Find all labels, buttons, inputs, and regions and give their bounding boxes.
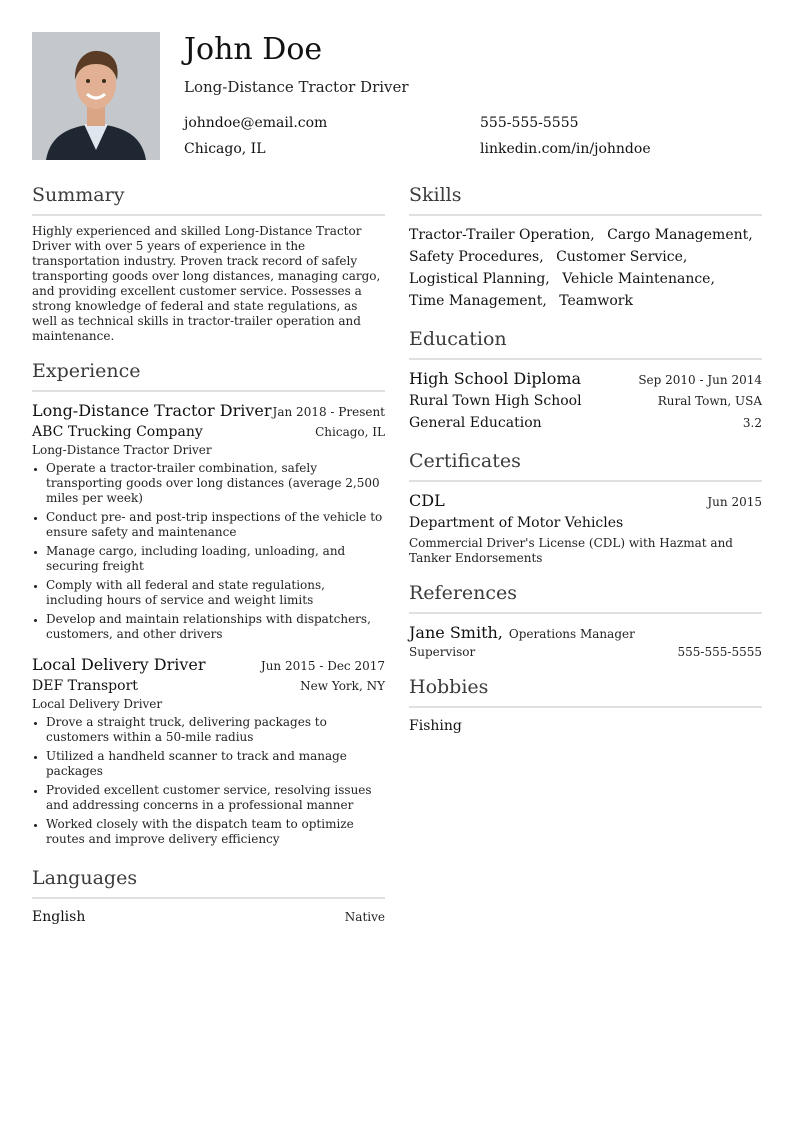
skill-item: Logistical Planning, <box>409 271 550 287</box>
person-portrait-icon <box>32 32 160 160</box>
left-column <box>32 182 385 927</box>
job-company: DEF Transport <box>32 678 138 694</box>
skills-section <box>409 182 762 312</box>
bullet-item: Manage cargo, including loading, unloading, and securing freight <box>32 544 385 574</box>
job-entry <box>32 654 385 847</box>
summary-heading: Summary <box>32 182 385 216</box>
job-bullets <box>32 461 385 642</box>
job-entry <box>32 400 385 642</box>
certificate-issuer: Department of Motor Vehicles <box>409 515 624 531</box>
skill-item: Vehicle Maintenance, <box>562 271 715 287</box>
skill-item: Tractor-Trailer Operation, <box>409 227 595 243</box>
field-of-study: General Education <box>409 415 542 431</box>
bullet-item: Provided excellent customer service, resolving issues and addressing concerns in a professional manner <box>32 783 385 813</box>
job-title: Long-Distance Tractor Driver <box>32 401 272 420</box>
reference-phone: 555-555-5555 <box>677 645 762 659</box>
skills-list <box>409 224 762 312</box>
bullet-item: Utilized a handheld scanner to track and manage packages <box>32 749 385 779</box>
job-location: Chicago, IL <box>315 425 385 439</box>
bullet-item: Operate a tractor-trailer combination, safely transporting goods over long distances (average 2,500 miles per week) <box>32 461 385 506</box>
language-level: Native <box>344 910 385 924</box>
candidate-name: John Doe <box>184 32 323 67</box>
reference-role: Operations Manager <box>508 627 635 641</box>
location-text: Chicago, IL <box>184 141 266 157</box>
education-dates: Sep 2010 - Jun 2014 <box>638 373 762 387</box>
job-dates: Jun 2015 - Dec 2017 <box>260 659 385 673</box>
job-subtitle: Long-Distance Tractor Driver <box>32 443 212 457</box>
job-bullets <box>32 715 385 847</box>
bullet-item: Drove a straight truck, delivering packages to customers within a 50-mile radius <box>32 715 385 745</box>
references-section <box>409 580 762 660</box>
references-heading: References <box>409 580 762 614</box>
reference-name: Jane Smith, <box>409 623 503 642</box>
job-company: ABC Trucking Company <box>32 424 203 440</box>
languages-heading: Languages <box>32 865 385 899</box>
bullet-item: Worked closely with the dispatch team to optimize routes and improve delivery efficiency <box>32 817 385 847</box>
hobbies-heading: Hobbies <box>409 674 762 708</box>
skill-item: Safety Procedures, <box>409 249 544 265</box>
reference-relation: Supervisor <box>409 645 476 659</box>
language-name: English <box>32 909 86 925</box>
phone-text: 555-555-5555 <box>480 115 579 131</box>
skills-heading: Skills <box>409 182 762 216</box>
school-location: Rural Town, USA <box>657 394 762 408</box>
gpa-value: 3.2 <box>742 416 762 430</box>
email-text: johndoe@email.com <box>184 115 328 131</box>
job-subtitle: Local Delivery Driver <box>32 697 163 711</box>
bullet-item: Comply with all federal and state regulations, including hours of service and weight limits <box>32 578 385 608</box>
certificate-name: CDL <box>409 491 445 510</box>
degree-title: High School Diploma <box>409 369 582 388</box>
education-section <box>409 326 762 434</box>
profile-photo <box>32 32 160 160</box>
certificate-description: Commercial Driver's License (CDL) with Hazmat and Tanker Endorsements <box>409 536 733 565</box>
bullet-item: Conduct pre- and post-trip inspections of the vehicle to ensure safety and maintenance <box>32 510 385 540</box>
bullet-item: Develop and maintain relationships with dispatchers, customers, and other drivers <box>32 612 385 642</box>
hobby-item: Fishing <box>409 718 462 734</box>
resume-header <box>32 32 762 160</box>
summary-section <box>32 182 385 344</box>
certificate-date: Jun 2015 <box>707 495 762 509</box>
certificates-section <box>409 448 762 566</box>
job-location: New York, NY <box>300 679 385 693</box>
experience-heading: Experience <box>32 358 385 392</box>
hobbies-section <box>409 674 762 736</box>
skill-item: Cargo Management, <box>607 227 753 243</box>
summary-text: Highly experienced and skilled Long-Distance Tractor Driver with over 5 years of experience in the transportation industry. Proven track record of safely transporting goods over long distances, managing cargo, and providing excellent customer service. Possesses a strong knowledge of federal and state regulations, as well as technical skills in tractor-trailer operation and maintenance. <box>32 224 381 343</box>
certificates-heading: Certificates <box>409 448 762 482</box>
job-dates: Jan 2018 - Present <box>272 405 385 419</box>
skill-item: Teamwork <box>559 293 633 309</box>
skill-item: Time Management, <box>409 293 547 309</box>
job-title: Local Delivery Driver <box>32 655 206 674</box>
school-name: Rural Town High School <box>409 393 582 409</box>
skill-item: Customer Service, <box>556 249 688 265</box>
education-heading: Education <box>409 326 762 360</box>
experience-section <box>32 358 385 847</box>
linkedin-text: linkedin.com/in/johndoe <box>480 141 651 157</box>
candidate-title: Long-Distance Tractor Driver <box>184 78 409 96</box>
languages-section <box>32 865 385 927</box>
right-column <box>409 182 762 736</box>
